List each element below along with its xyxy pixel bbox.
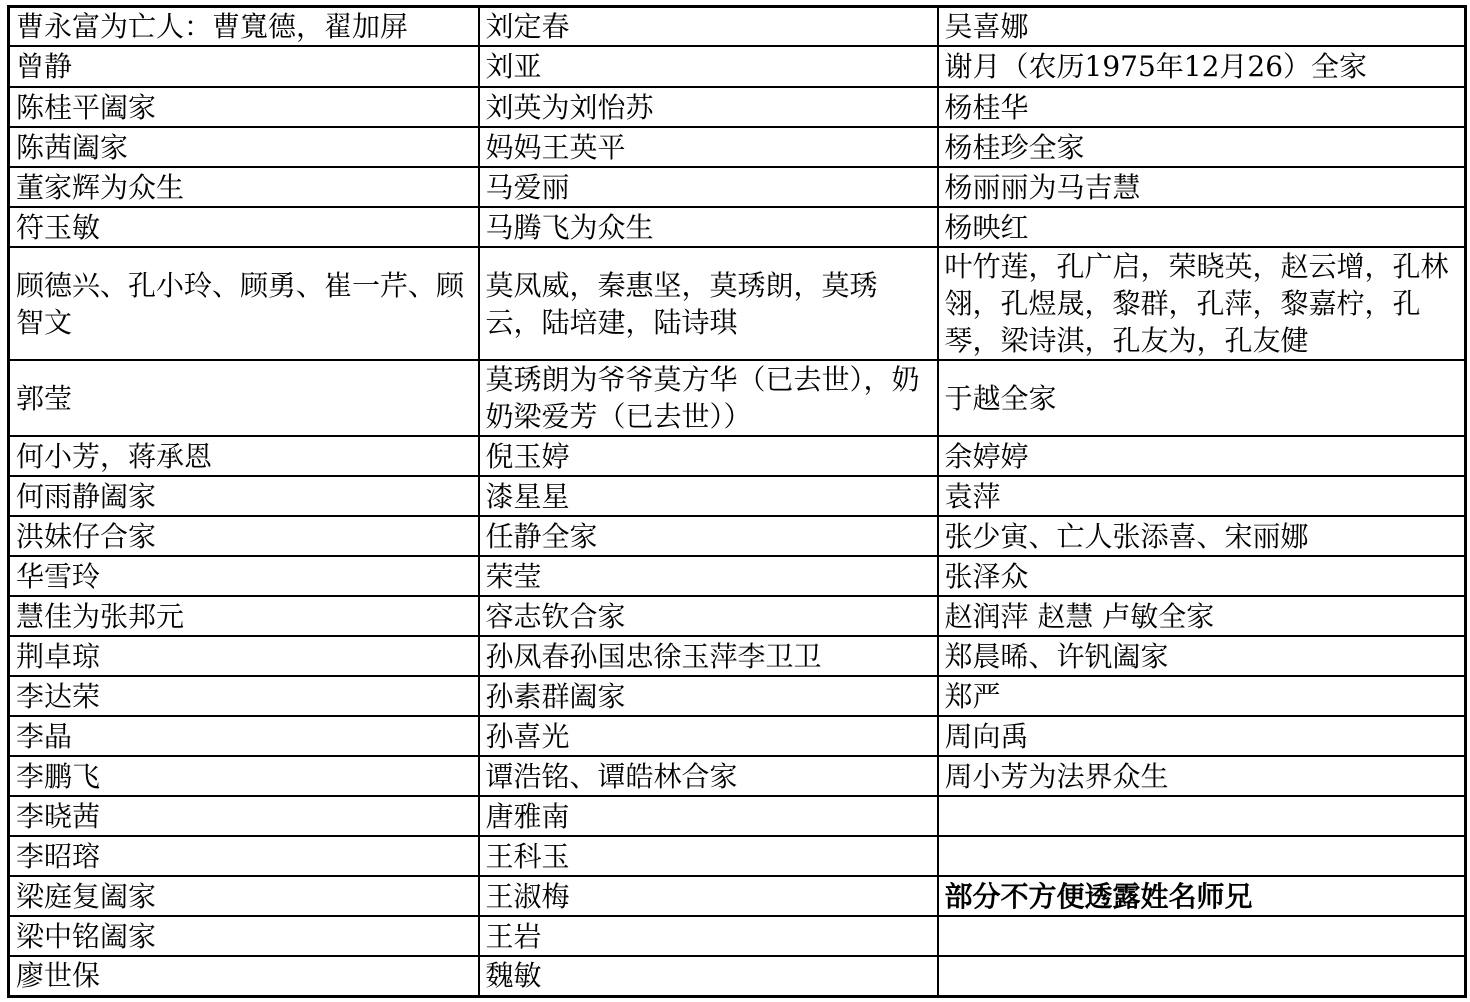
table-row [9,247,1466,360]
table-cell: 梁庭复阖家 [9,876,479,916]
table-cell: 李昭瑢 [9,836,479,876]
table-cell [938,836,1466,876]
table-cell: 漆星星 [479,476,938,516]
table-row [9,127,1466,167]
table-cell: 杨桂珍全家 [938,127,1466,167]
table-row [9,46,1466,87]
table-cell: 谢月（农历1975年12月26）全家 [938,46,1466,87]
table-cell: 荣莹 [479,556,938,596]
table-cell: 孙凤春孙国忠徐玉萍李卫卫 [479,636,938,676]
table-cell: 何雨静阖家 [9,476,479,516]
table-cell: 赵润萍 赵慧 卢敏全家 [938,596,1466,636]
table-cell: 刘英为刘怡苏 [479,87,938,127]
table-row [9,167,1466,207]
table-row [9,796,1466,836]
table-cell: 李晶 [9,716,479,756]
table-cell: 杨丽丽为马吉慧 [938,167,1466,207]
table-cell: 荆卓琼 [9,636,479,676]
table-cell: 叶竹莲，孔广启，荣晓英，赵云增，孔林翎，孔煜晟，黎群，孔萍，黎嘉柠，孔琴，梁诗淇，孔友为，孔友健 [938,247,1466,360]
table-cell: 陈桂平阖家 [9,87,479,127]
table-cell: 吴喜娜 [938,7,1466,47]
table-row [9,876,1466,916]
table-body [9,7,1466,997]
table-cell [938,796,1466,836]
table-cell: 杨映红 [938,207,1466,247]
table-cell: 华雪玲 [9,556,479,596]
table-cell: 余婷婷 [938,436,1466,476]
table-row [9,207,1466,247]
table-cell: 倪玉婷 [479,436,938,476]
table-cell: 曹永富为亡人：曹寬德，翟加屏 [9,7,479,47]
table-row [9,596,1466,636]
table-cell: 妈妈王英平 [479,127,938,167]
table-cell: 曾静 [9,46,479,87]
table-row [9,636,1466,676]
table-cell: 袁萍 [938,476,1466,516]
table-cell: 郑严 [938,676,1466,716]
table-cell: 梁中铭阖家 [9,916,479,956]
table-cell: 符玉敏 [9,207,479,247]
table-cell: 莫琇朗为爷爷莫方华（已去世），奶奶梁爱芳（已去世）） [479,360,938,436]
table-cell: 李鹏飞 [9,756,479,796]
table-cell: 李晓茜 [9,796,479,836]
table-cell: 刘亚 [479,46,938,87]
table-cell: 部分不方便透露姓名师兄 [938,876,1466,916]
table-cell: 马腾飞为众生 [479,207,938,247]
table-cell: 陈茜阖家 [9,127,479,167]
table-cell: 孙素群阖家 [479,676,938,716]
table-cell: 谭浩铭、谭皓林合家 [479,756,938,796]
table-cell: 莫凤威，秦惠坚，莫琇朗，莫琇云，陆培建，陆诗琪 [479,247,938,360]
table-cell: 张少寅、亡人张添喜、宋丽娜 [938,516,1466,556]
table-cell: 廖世保 [9,956,479,996]
table-row [9,360,1466,436]
table-row [9,676,1466,716]
table-row [9,716,1466,756]
table-cell: 刘定春 [479,7,938,47]
table-cell: 张泽众 [938,556,1466,596]
table-cell: 孙喜光 [479,716,938,756]
table-cell: 董家辉为众生 [9,167,479,207]
table-cell: 洪妹仔合家 [9,516,479,556]
table-cell: 杨桂华 [938,87,1466,127]
table-row [9,956,1466,996]
table-row [9,836,1466,876]
table-cell: 魏敏 [479,956,938,996]
table-row [9,556,1466,596]
table-cell: 周小芳为法界众生 [938,756,1466,796]
table-cell: 郭莹 [9,360,479,436]
names-table [7,5,1467,998]
table-row [9,476,1466,516]
table-row [9,516,1466,556]
table-cell: 唐雅南 [479,796,938,836]
table-cell: 马爱丽 [479,167,938,207]
table-row [9,87,1466,127]
table-row [9,916,1466,956]
table-cell: 李达荣 [9,676,479,716]
table-cell: 于越全家 [938,360,1466,436]
table-cell: 何小芳，蒋承恩 [9,436,479,476]
table-cell [938,956,1466,996]
table-cell: 王科玉 [479,836,938,876]
table-cell: 慧佳为张邦元 [9,596,479,636]
table-row [9,756,1466,796]
table-cell: 任静全家 [479,516,938,556]
table-row [9,7,1466,47]
table-cell: 王淑梅 [479,876,938,916]
table-row [9,436,1466,476]
table-cell: 容志钦合家 [479,596,938,636]
table-cell [938,916,1466,956]
table-cell: 王岩 [479,916,938,956]
table-cell: 郑晨晞、许钒阖家 [938,636,1466,676]
table-cell: 顾德兴、孔小玲、顾勇、崔一芹、顾智文 [9,247,479,360]
table-cell: 周向禹 [938,716,1466,756]
